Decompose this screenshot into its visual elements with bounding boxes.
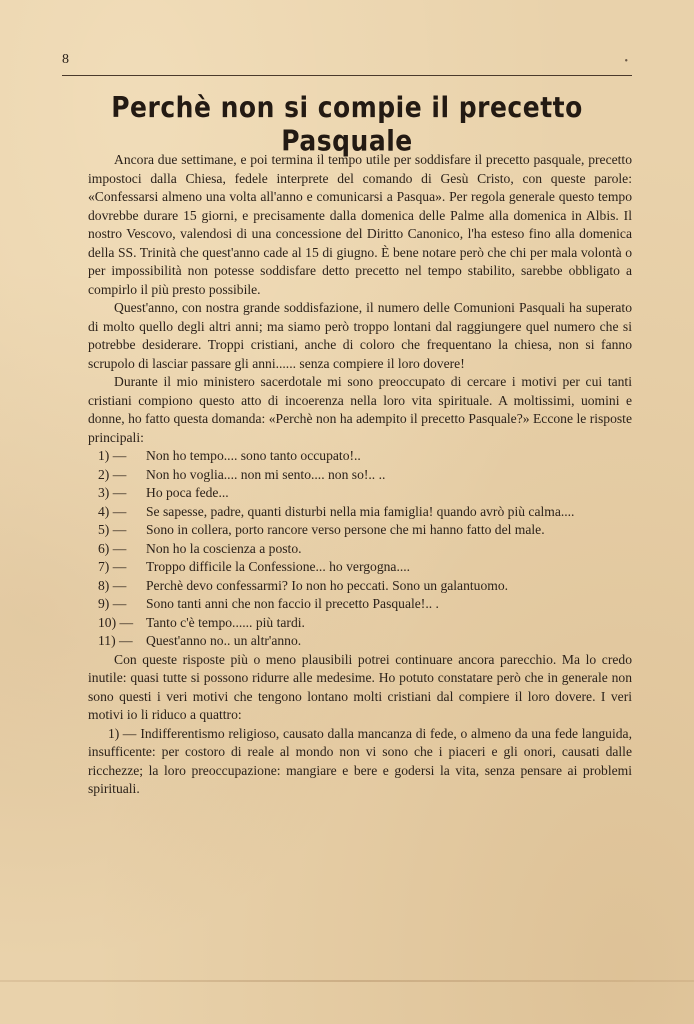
answer-text: Perchè devo confessarmi? Io non ho peccati. Sono un galantuomo. [146,577,509,593]
answer-item [88,447,632,466]
answer-number: 11) — [98,633,133,648]
paragraph-question: Durante il mio ministero sacerdotale mi sono preoccupato di cercare i motivi per cui tanti cristiani compiono questo atto di incoerenza nella loro vita spirituale. A moltissimi, uomini e donne, ho fatto questa domanda: «Perchè non ha adempito il precetto Pasquale?» Eccone le risposte principali: [88,374,632,445]
article-body [88,151,632,799]
answer-text: Se sapesse, padre, quanti disturbi nella mia famiglia! quando avrò più calma.... [146,503,575,519]
motive-number: 1) — [108,725,137,741]
answer-text: Quest'anno no.. un altr'anno. [146,633,302,648]
answer-text: Ho poca fede... [146,485,229,500]
answer-item [88,484,632,503]
answer-number: 9) — [98,596,127,611]
answer-number: 2) — [98,466,127,482]
answer-item [88,632,632,651]
page-header [62,50,632,76]
answer-number: 5) — [98,522,127,537]
answer-item [88,503,632,522]
answer-text: Sono tanti anni che non faccio il precetto Pasquale!.. . [146,596,439,611]
motive-text: Indifferentismo religioso, causato dalla mancanza di fede, o almeno da una fede languida, insufficente: per costoro di reale al mondo non vi sono che i piaceri e gli onori, causati dalle ricchezze; la loro preoccupazione: mangiare e bere e godersi la vita, senza pensare ai problemi spirituali. [88,725,632,796]
answer-number: 8) — [98,577,127,593]
answer-text: Tanto c'è tempo...... più tardi. [146,614,305,630]
answer-text: Non ho voglia.... non mi sento.... non so!.. .. [146,466,386,482]
answer-number: 10) — [98,614,134,630]
answer-number: 1) — [98,448,127,463]
answer-item [88,540,632,559]
paragraph-closing: Con queste risposte più o meno plausibili potrei continuare ancora parecchio. Ma lo credo inutile: quasi tutte si possono ridurre alle medesime. Ho potuto constatare però che in generale non sono questi i veri motivi che tengono lontano molti cristiani dal compiere il loro dovere. I veri motivi io li riduco a quattro: [88,651,632,722]
answer-item [88,614,632,633]
page-number: 8 [62,52,69,67]
answer-item [88,577,632,596]
motive-item [88,725,632,799]
answer-text: Non ho la coscienza a posto. [146,540,302,556]
paragraph-intro: Ancora due settimane, e poi termina il tempo utile per soddisfare il precetto pasquale, precetto impostoci dalla Chiesa, fedele interprete del comando di Gesù Cristo, con queste parole: «Confessarsi almeno una volta all'anno e comunicarsi a Pasqua». Per regola generale questo tempo dovrebbe durare 15 giorni, e precisamente dalla domenica delle Palme alla domenica in Albis. Il nostro Vescovo, valendosi di una concessione del Diritto Canonico, l'ha esteso fino alla domenica della SS. Trinità che quest'anno cade al 15 di giugno. È bene notare però che chi per mala volontà o per impossibilità non potesse soddisfare detto precetto nel tempo stabilito, sarebbe obbligato a compirlo il più presto possibile. [88,152,632,297]
paragraph-communions: Quest'anno, con nostra grande soddisfazione, il numero delle Comunioni Pasquali ha superato di molto quello degli altri anni; ma siamo però troppo lontani dal raggiungere quel numero che si potrebbe desiderare. Troppi cristiani, anche di coloro che frequentano la chiesa, non si fanno scrupolo di lasciar passare gli anni...... senza compiere il loro dovere! [88,300,632,371]
answer-item [88,595,632,614]
header-mark: • [624,56,628,67]
answer-text: Sono in collera, porto rancore verso persone che mi hanno fatto del male. [146,522,545,537]
answer-item [88,558,632,577]
article-title: Perchè non si compie il precetto Pasquale [111,90,583,158]
answer-number: 6) — [98,540,127,556]
answer-item [88,466,632,485]
answer-number: 7) — [98,559,127,574]
answer-number: 4) — [98,503,127,519]
answer-number: 3) — [98,485,127,500]
answers-list [88,447,632,651]
answer-item [88,521,632,540]
answer-text: Non ho tempo.... sono tanto occupato!.. [146,448,361,463]
header-rule [62,75,632,76]
paper-fold [0,980,694,982]
answer-text: Troppo difficile la Confessione... ho vergogna.... [146,559,411,574]
